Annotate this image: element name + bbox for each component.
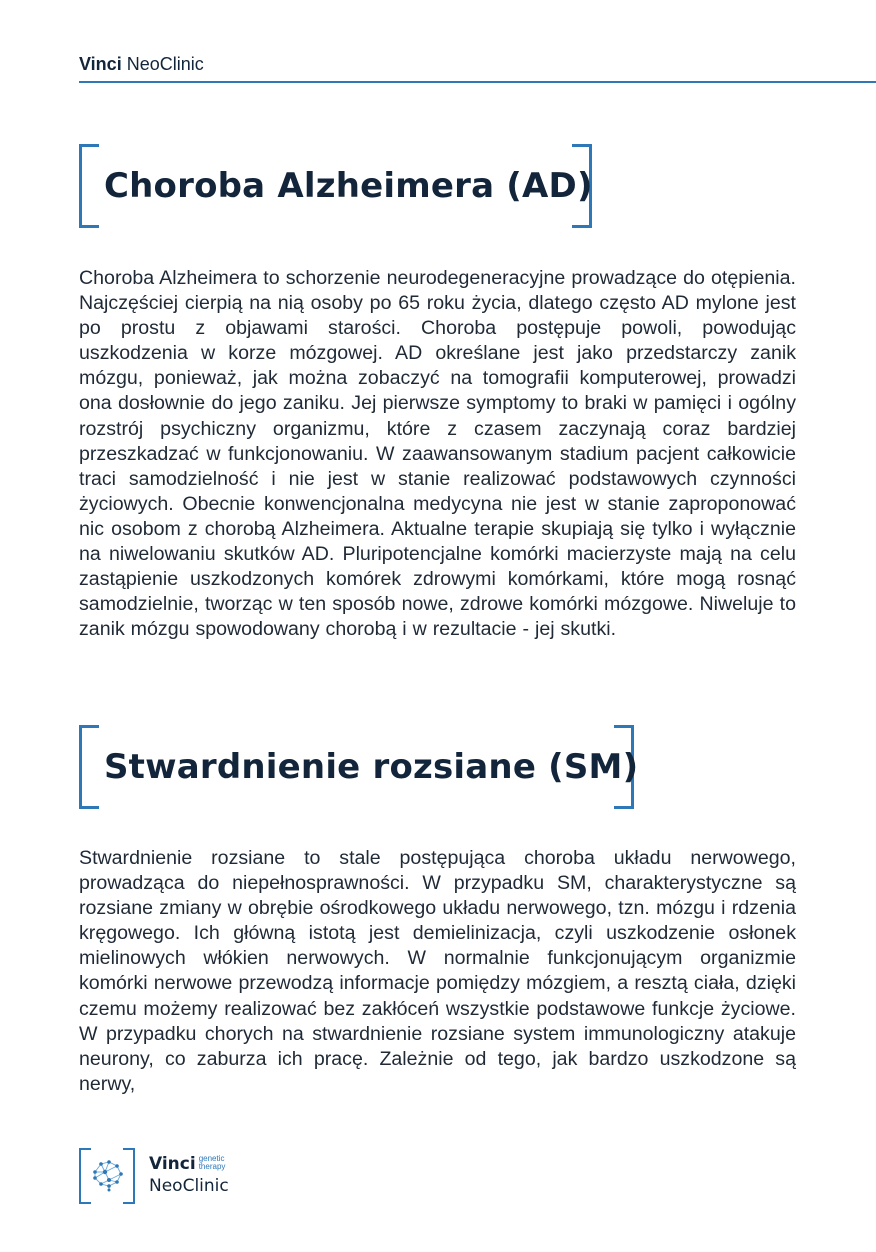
footer-tagline-line1: genetic bbox=[198, 1154, 225, 1163]
section-title-ms: Stwardnienie rozsiane (SM) bbox=[104, 747, 639, 787]
footer-tagline-line2: therapy bbox=[198, 1162, 226, 1171]
section-title-alzheimer: Choroba Alzheimera (AD) bbox=[104, 166, 593, 206]
section-body-alzheimer: Choroba Alzheimera to schorzenie neurodegeneracyjne prowadzące do otępienia. Najczęściej cierpią na nią osoby po 65 roku życia, dlatego często AD mylone jest po prostu z objawami starości. Choroba postępuje powoli, powodując uszkodzenia w korze mózgowej. AD określane jest jako przedstarczy zanik mózgu, ponieważ, jak można zobaczyć na tomografii komputerowej, prowadzi ona dosłownie do jego zaniku. Jej pierwsze symptomy to braki w pamięci i ogólny rozstrój psychiczny organizmu, które z czasem zaczynają coraz bardziej przeszkadzać w funkcjonowaniu. W zaawansowanym stadium pacjent całkowicie traci samodzielność i nie jest w stanie realizować podstawowych czynności życiowych. Obecnie konwencjonalna medycyna nie jest w stanie zaproponować nic osobom z chorobą Alzheimera. Aktualne terapie skupiają się tylko i wyłącznie na niwelowaniu skutków AD. Pluripotencjalne komórki macierzyste mają na celu zastąpienie uszkodzonych komórek zdrowymi komórkami, które mogą rosnąć samodzielnie, tworząc w ten sposób nowe, zdrowe komórki mózgowe. Niweluje to zanik mózgu spowodowany chorobą i w rezultacie - jej skutki. bbox=[79, 267, 796, 641]
section-body-ms: Stwardnienie rozsiane to stale postępująca choroba układu nerwowego, prowadząca do niepełnosprawności. W przypadku SM, charakterystyczne są rozsiane zmiany w obrębie ośrodkowego układu nerwowego, tzn. mózgu i rdzenia kręgowego. Ich główną istotą jest demielinizacja, czyli uszkodzenie osłonek mielinowych włókien nerwowych. W normalnie funkcjonującym organizmie komórki nerwowe przewodzą informacje pomiędzy mózgiem, a resztą ciała, dzięki czemu możemy realizować bez zakłóceń wszystkie podstawowe funkcje życiowe. W przypadku chorych na stwardnienie rozsiane system immunologiczny atakuje neurony, co zaburza ich pracę. Zależnie od tego, jak bardzo uszkodzone są nerwy, bbox=[79, 847, 796, 1095]
footer-brand bbox=[149, 1154, 229, 1196]
footer-brand-bold: Vinci bbox=[149, 1154, 196, 1174]
brain-network-icon bbox=[87, 1154, 127, 1194]
section-heading-alzheimer bbox=[79, 144, 592, 228]
section-heading-ms bbox=[79, 725, 639, 809]
footer-brand-regular: NeoClinic bbox=[149, 1176, 229, 1196]
footer-logo bbox=[79, 1148, 135, 1204]
footer-tagline bbox=[199, 1155, 226, 1171]
header-brand-regular: NeoClinic bbox=[126, 54, 204, 74]
header-brand-bold: Vinci bbox=[79, 54, 122, 74]
header-divider bbox=[79, 81, 876, 83]
page-header bbox=[79, 54, 204, 75]
